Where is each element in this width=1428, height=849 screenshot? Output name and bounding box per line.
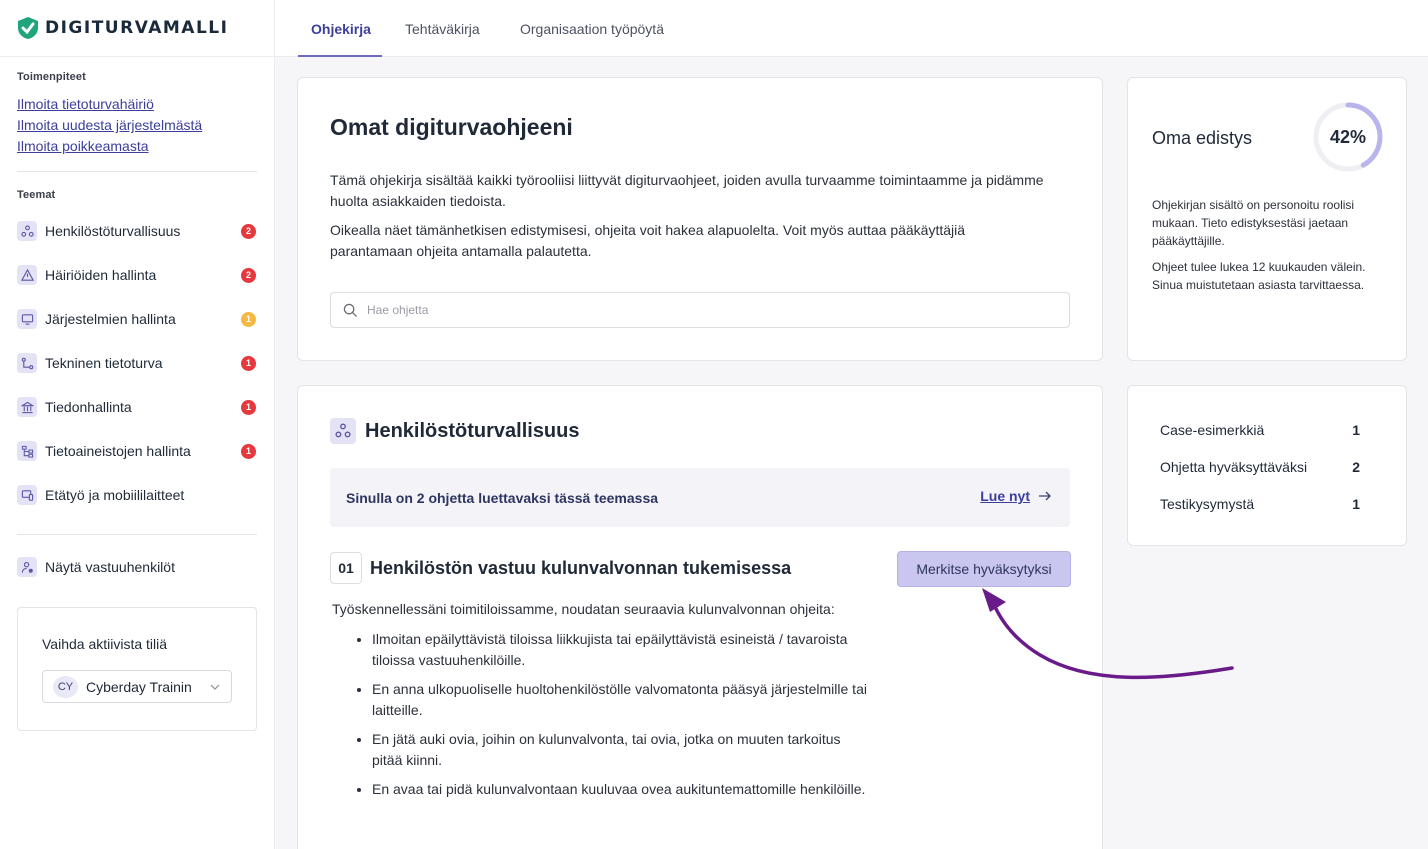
- sidebar-item-label: Tekninen tietoturva: [45, 355, 163, 371]
- hierarchy-icon: [17, 441, 37, 461]
- actions-title: Toimenpiteet: [17, 71, 86, 83]
- actions-section: [0, 71, 274, 157]
- search-icon: [343, 303, 358, 318]
- mark-approved-button[interactable]: Merkitse hyväksytyksi: [897, 551, 1071, 587]
- stat-value: 1: [1352, 496, 1360, 512]
- list-item: • En avaa tai pidä kulunvalvontaan kuuluvaa ovea aukituntemattomille henkilöille.: [372, 779, 872, 800]
- top-navigation: [275, 0, 1428, 57]
- sidebar-item-label: Etätyö ja mobiililaitteet: [45, 487, 185, 503]
- list-item: • En anna ulkopuoliselle huoltohenkilöstölle valvomatonta pääsyä järjestelmille tai laitteille.: [372, 679, 872, 721]
- count-badge: 1: [241, 444, 256, 459]
- progress-title: Oma edistys: [1152, 128, 1253, 148]
- account-selected-value: Cyberday Trainin: [86, 678, 192, 695]
- show-responsible-label: Näytä vastuuhenkilöt: [45, 559, 175, 575]
- progress-percent: 42%: [1329, 126, 1367, 147]
- stat-value: 2: [1352, 459, 1360, 475]
- list-item: • En jätä auki ovia, joihin on kulunvalvonta, tai ovia, jotka on muuten tarkoitus pitää kiinni.: [372, 729, 872, 771]
- people-icon: [330, 418, 356, 444]
- report-deviation-link[interactable]: Ilmoita poikkeamasta: [17, 138, 149, 154]
- logo[interactable]: [0, 0, 274, 57]
- themes-title: Teemat: [17, 189, 56, 201]
- sidebar-item-jarjestelmien-hallinta[interactable]: [0, 297, 274, 341]
- count-badge: 1: [241, 356, 256, 371]
- unread-notice-text: Sinulla on 2 ohjetta luettavaksi tässä teemassa: [346, 489, 659, 506]
- list-item: • Ilmoitan epäilyttävistä tiloissa liikkujista tai epäilyttävistä esineistä / tavaroista tiloissa vastuuhenkilöille.: [372, 629, 872, 671]
- show-responsible-persons[interactable]: [0, 557, 274, 577]
- page-title: Omat digiturvaohjeeni: [330, 114, 573, 140]
- count-badge: 1: [241, 312, 256, 327]
- divider: [17, 534, 257, 535]
- stat-row-to-approve: [1160, 459, 1360, 475]
- devices-icon: [17, 485, 37, 505]
- stat-label: Testikysymystä: [1160, 496, 1255, 512]
- chevron-down-icon: [209, 681, 221, 693]
- brand-name: DIGITURVAMALLI: [45, 18, 229, 38]
- divider: [17, 171, 257, 172]
- count-badge: 1: [241, 400, 256, 415]
- sidebar-item-tiedonhallinta[interactable]: [0, 385, 274, 429]
- themes-section: [0, 189, 274, 201]
- count-badge: 2: [241, 268, 256, 283]
- monitor-icon: [17, 309, 37, 329]
- sidebar-item-henkilostoturvallisuus[interactable]: [0, 209, 274, 253]
- sidebar-item-hairioiden-hallinta[interactable]: [0, 253, 274, 297]
- unread-notice: [330, 468, 1070, 527]
- theme-heading: [330, 418, 580, 444]
- progress-paragraph-2: Ohjeet tulee lukea 12 kuukauden välein. Sinua muistutetaan asiasta tarvittaessa.: [1152, 260, 1366, 292]
- sidebar-item-label: Järjestelmien hallinta: [45, 311, 176, 327]
- stat-label: Ohjetta hyväksyttäväksi: [1160, 459, 1308, 475]
- read-now-label: Lue nyt: [980, 488, 1030, 504]
- bank-icon: [17, 397, 37, 417]
- stats-card: [1127, 385, 1407, 546]
- sidebar-item-label: Henkilöstöturvallisuus: [45, 223, 181, 239]
- stat-row-test-questions: [1160, 496, 1360, 512]
- sidebar-item-tietoaineistojen-hallinta[interactable]: [0, 429, 274, 473]
- guide-number: 01: [330, 552, 362, 584]
- warning-icon: [17, 265, 37, 285]
- person-settings-icon: [17, 557, 37, 577]
- sidebar-item-tekninen-tietoturva[interactable]: [0, 341, 274, 385]
- search-input[interactable]: [367, 303, 1017, 317]
- annotation-arrow-icon: [970, 580, 1240, 690]
- tab-ohjekirja[interactable]: Ohjekirja: [311, 0, 371, 57]
- account-switcher: [17, 607, 257, 731]
- progress-card: [1127, 77, 1407, 361]
- search-box: [330, 292, 1070, 328]
- sidebar: [0, 0, 275, 849]
- tab-tehtavakirja[interactable]: Tehtäväkirja: [405, 20, 480, 37]
- report-new-system-link[interactable]: Ilmoita uudesta järjestelmästä: [17, 117, 203, 133]
- intro-paragraph-1: Tämä ohjekirja sisältää kaikki työrooliisi liittyvät digiturvaohjeet, joiden avulla turvaamme toimintaamme ja pidämme huolta asiakkaiden tiedoista.: [330, 172, 1044, 209]
- arrow-right-icon: [1038, 489, 1052, 503]
- report-incident-link[interactable]: Ilmoita tietoturvahäiriö: [17, 96, 154, 112]
- sidebar-item-label: Tietoaineistojen hallinta: [45, 443, 191, 459]
- intro-paragraph-2: Oikealla näet tämänhetkisen edistymisesi, ohjeita voit hakea alapuolelta. Voit myös auttaa pääkäyttäjiä parantamaan ohjeita antamalla palautetta.: [330, 222, 966, 259]
- network-icon: [17, 353, 37, 373]
- people-icon: [17, 221, 37, 241]
- account-select[interactable]: [42, 670, 232, 703]
- account-switcher-title: Vaihda aktiivista tiliä: [42, 636, 168, 652]
- stat-label: Case-esimerkkiä: [1160, 422, 1265, 438]
- guide-list: [372, 629, 872, 808]
- stat-row-cases: [1160, 422, 1360, 438]
- guide-intro: Työskennellessäni toimitiloissamme, noudatan seuraavia kulunvalvonnan ohjeita:: [332, 601, 835, 617]
- progress-paragraph-1: Ohjekirjan sisältö on personoitu roolisi mukaan. Tieto edistyksestäsi jaetaan pääkäyttäjille.: [1152, 198, 1355, 248]
- theme-title: Henkilöstöturvallisuus: [365, 419, 580, 442]
- sidebar-item-label: Tiedonhallinta: [45, 399, 132, 415]
- sidebar-item-label: Häiriöiden hallinta: [45, 267, 157, 283]
- read-now-link[interactable]: [980, 488, 1052, 504]
- guide-title: Henkilöstön vastuu kulunvalvonnan tukemisessa: [370, 558, 792, 578]
- shield-logo-icon: [17, 16, 39, 40]
- sidebar-item-etatyo-ja-mobiililaitteet[interactable]: [0, 473, 274, 517]
- count-badge: 2: [241, 224, 256, 239]
- tab-organisaation-tyopoyta[interactable]: Organisaation työpöytä: [520, 20, 664, 37]
- stat-value: 1: [1352, 422, 1360, 438]
- intro-card: [297, 77, 1103, 361]
- account-avatar: CY: [53, 676, 78, 698]
